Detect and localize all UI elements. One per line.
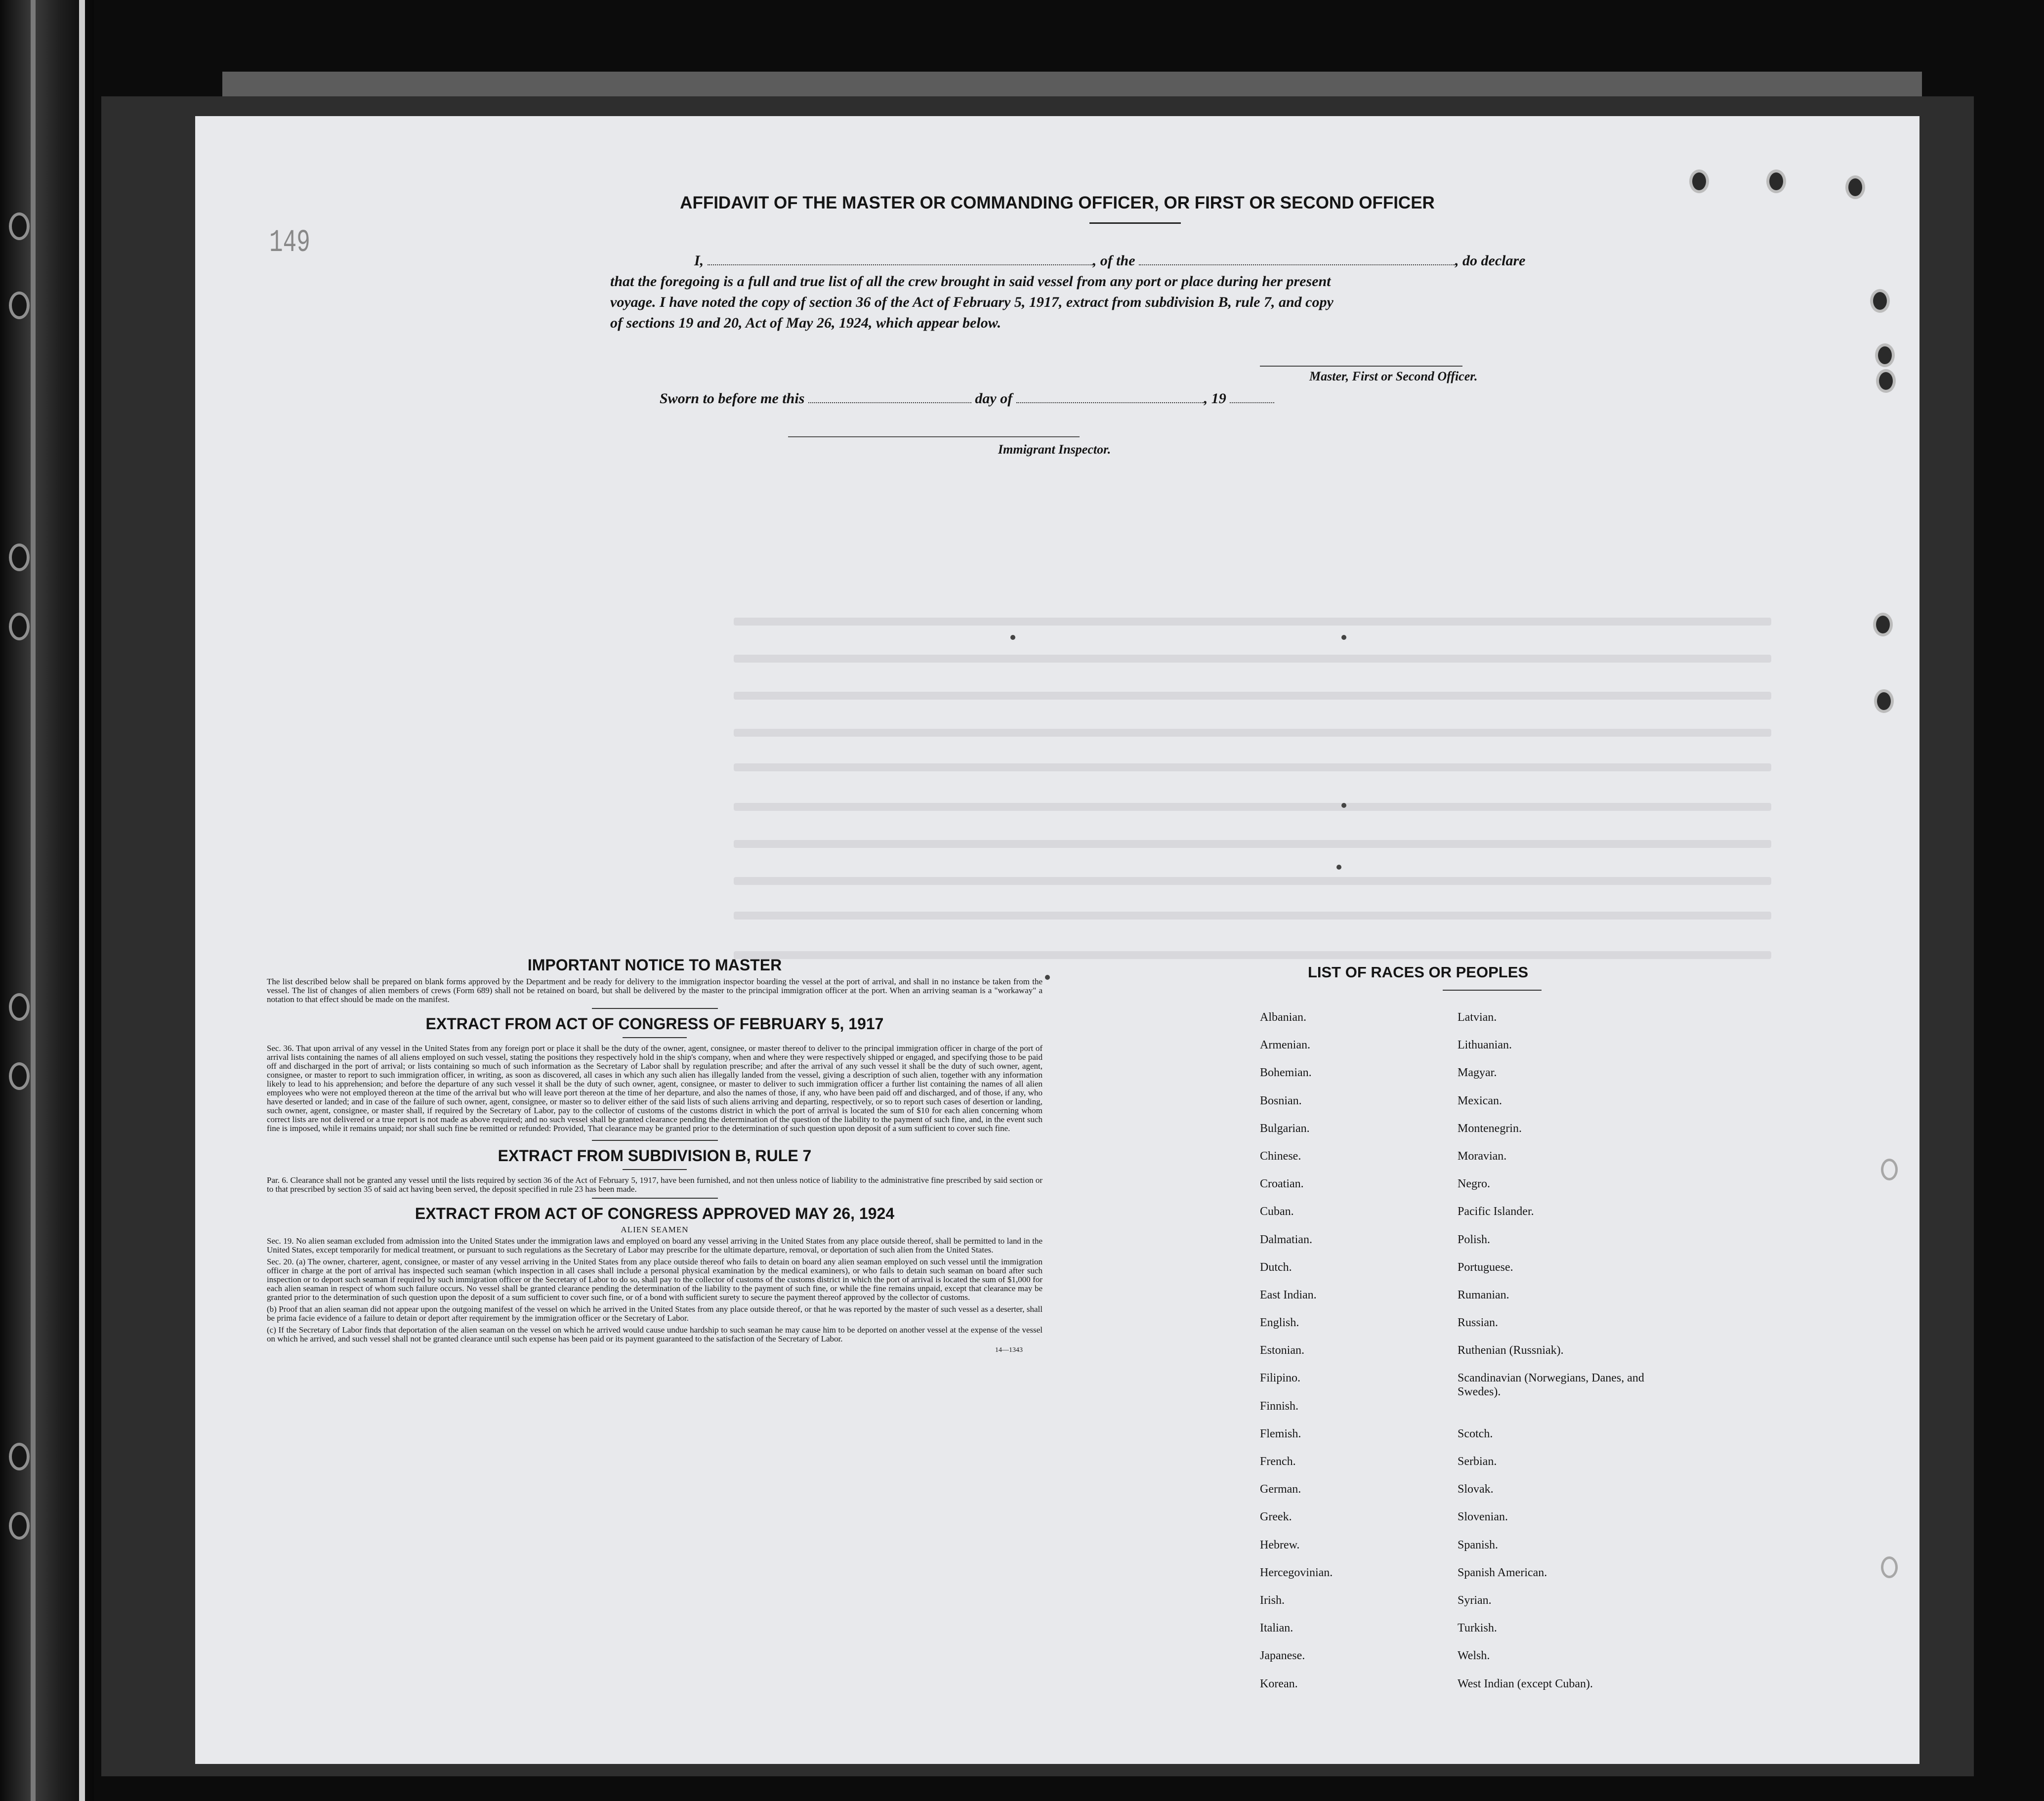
race-item: Italian. [1260,1622,1293,1635]
race-item: Russian. [1458,1316,1499,1330]
affidavit-line-2: that the foregoing is a full and true list of all the crew brought in said vessel from any port or place during her present [610,273,1331,290]
binder-hole [9,1062,30,1090]
race-item: Irish. [1260,1593,1285,1607]
section-divider [623,1169,687,1170]
race-item: Turkish. [1458,1622,1497,1635]
act-1924-subtitle: ALIEN SEAMEN [621,1225,689,1234]
inspector-signature-line[interactable] [788,436,1080,437]
ink-dot [1341,803,1346,808]
binder-divider [79,0,85,1801]
affidavit-body [610,251,1564,334]
section-divider [623,1037,687,1038]
race-item: Montenegrin. [1458,1122,1522,1135]
race-item: Lithuanian. [1458,1039,1512,1052]
race-item: Greek. [1260,1510,1292,1524]
race-item: French. [1260,1455,1296,1468]
race-item: Rumanian. [1458,1288,1509,1301]
section-divider [592,1140,718,1141]
ink-dot [1336,865,1341,870]
races-title: LIST OF RACES OR PEOPLES [1307,963,1529,981]
bleed-through-row [734,729,1771,737]
race-item: Scandinavian (Norwegians, Danes, and Swedes). [1458,1372,1644,1399]
punch-hole [1870,289,1890,313]
binder-hole [9,544,30,571]
ink-dot [1341,635,1346,640]
race-item: Slovenian. [1458,1510,1508,1524]
punch-hole [1766,169,1786,193]
act-1924-sec19: Sec. 19. No alien seaman excluded from admission into the United States under the immigration laws and employed on board any vessel arriving in the United States from any place outside thereof, shall be permitted to land in the United States, except temporarily for medical treatment, or pursuant to such regulations as the Secretary of Labor may prescribe for the ultimate departure, removal, or deportation of such alien from the United States. [267,1236,1043,1255]
race-item: English. [1260,1316,1299,1330]
races-right-column [1458,1010,1650,1705]
act-1917-text: Sec. 36. That upon arrival of any vessel in the United States from any foreign port or place it shall be the duty of the owner, agent, consignee, or master thereof to deliver to the principal immigration officer in charge of the port of arrival lists containing the names of all aliens employed on such vessel, stating the positions they respectively hold in the ship's company, when and where they were respectively shipped or engaged, and specifying those to be paid off and discharged in the port of arrival; or lists containing so much of such information as the Secretary of Labor shall by regulation prescribe; and after the arrival of any such vessel it shall be the duty of such owner, agent, consignee, or master to report to such immigration officer, in writing, as soon as discovered, all cases in which any such alien has illegally landed from the vessel, giving a description of such alien, together with any information likely to lead to his apprehension; and before the departure of any such vessel it shall be the duty of such owner, agent, consignee, or master to deliver to such immigration officer a further list containing the names of all alien employees who were not employed thereon at the time of the arrival but who will leave port thereon at the time of her departure, and also the names of those, if any, who have been paid off and discharged, and of those, if any, who have deserted or landed; and in case of the failure of such owner, agent, consignee, or master so to deliver either of the said lists of such aliens arriving and departing, respectively, or so to report such cases of desertion or landing, such owner, agent, consignee, or master shall, if required by the Secretary of Labor, pay to the collector of customs of the customs district in which the port of arrival is located the sum of $10 for each alien concerning whom correct lists are not delivered or a true report is not made as above required; and no such vessel shall be granted clearance pending the determination of the question of the liability to the payment of such fine, and, in the event such fine is imposed, while it remains unpaid; nor shall such fine be remitted or refunded: Provided, That clearance may be granted prior to the determination of such question upon deposit of a sum sufficient to cover such fine. [267,1044,1043,1133]
punch-hole [1875,343,1895,367]
race-item: Scotch. [1458,1427,1493,1440]
race-item: Dalmatian. [1260,1233,1312,1246]
race-item: Welsh. [1458,1649,1490,1663]
page-number: 149 [269,224,310,261]
race-item: Cuban. [1260,1205,1294,1218]
act-1924-sec20c: (c) If the Secretary of Labor finds that deportation of the alien seaman on the vessel on which he arrived would cause undue hardship to such seaman he may cause him to be deported on another vessel at the expense of the vessel on which he arrived, and such vessel shall not be granted clearance until such expense has been paid or its payment guaranteed to the satisfaction of the Secretary of Labor. [267,1325,1043,1343]
punch-hole [1881,1159,1898,1180]
race-item: West Indian (except Cuban). [1458,1677,1593,1690]
race-item: Spanish American. [1458,1566,1547,1579]
sworn-day-of: day of [975,390,1013,407]
race-item: Syrian. [1458,1593,1492,1607]
race-item: Croatian. [1260,1177,1304,1191]
notice-text: The list described below shall be prepared on blank forms approved by the Department and be ready for delivery to the immigration inspector boarding the vessel at the port of arrival, and shall in no instance be taken from the vessel. The list of changes of alien members of crews (Form 689) shall not be retained on board, but shall be delivered by the master to the principal immigration officer at the port. When an arriving seaman is a "workaway" a notation to that effect should be made on the manifest. [267,977,1043,1004]
race-item: Bosnian. [1260,1094,1302,1107]
race-item: Polish. [1458,1233,1491,1246]
binder-hole [9,1443,30,1470]
sworn-year: , 19 [1204,390,1226,407]
race-item: Japanese. [1260,1649,1305,1663]
affidavit-of-the-label: , of the [1092,252,1135,269]
race-item: Portuguese. [1458,1260,1513,1274]
rule7-text: Par. 6. Clearance shall not be granted any vessel until the lists required by section 36 of the Act of February 5, 1917, have been furnished, and not then unless notice of liability to the administrative fine prescribed by said section or to that prescribed by section 35 of said act having been served, the deposit specified in rule 23 has been made. [267,1175,1043,1194]
race-item: Ruthenian (Russniak). [1458,1344,1564,1357]
race-item: Korean. [1260,1677,1298,1690]
binder-hole [9,993,30,1021]
sworn-prefix: Sworn to before me this [660,390,805,407]
punch-hole [1881,1556,1898,1578]
binder-hole [9,292,30,319]
notice-title: IMPORTANT NOTICE TO MASTER [527,956,782,974]
title-underline [1089,222,1181,224]
act-1924-sec20a: Sec. 20. (a) The owner, charterer, agent, consignee, or master of any vessel arriving in the United States from any place outside thereof who fails to detain on board any alien seaman employed on such vessel until the immigration officer in charge at the port of arrival has inspected such seaman (which inspection in all cases shall include a personal physical examination by the medical examiners), or who fails to detain such seaman on board after such inspection or to deport such seaman if required by such immigration officer or the Secretary of Labor to do so, shall pay to the collector of customs of the customs district in which the port of arrival is located the sum of $1,000 for each alien seaman in respect of whom such failure occurs. No vessel shall be granted clearance pending the determination of the liability to the payment of such fine, or while the fine remains unpaid, except that clearance may be granted prior to the determination of such question upon the deposit of a sum sufficient to cover such fine, or of a bond with sufficient surety to secure the payment thereof approved by the collector of customs. [267,1257,1043,1302]
form-code: 14—1343 [995,1346,1023,1354]
race-item: Armenian. [1260,1039,1310,1052]
binder-hole [9,1512,30,1540]
act-1917-title: EXTRACT FROM ACT OF CONGRESS OF FEBRUARY 5, 1917 [425,1015,884,1033]
manifest-page [195,116,1919,1764]
section-divider [592,1008,718,1009]
punch-hole [1873,613,1893,636]
race-item: Dutch. [1260,1260,1292,1274]
race-item: Pacific Islander. [1458,1205,1534,1218]
race-item: German. [1260,1483,1301,1496]
race-item: Albanian. [1260,1011,1306,1024]
race-item: Chinese. [1260,1149,1301,1163]
race-item: Moravian. [1458,1149,1507,1163]
binder-divider [31,0,36,1801]
name-blank[interactable] [708,254,1093,265]
race-item: Mexican. [1458,1094,1502,1107]
affidavit-line-3: voyage. I have noted the copy of section 36 of the Act of February 5, 1917, extract from subdivision B, rule 7, and copy [610,294,1334,310]
race-item: Bohemian. [1260,1066,1312,1080]
bleed-through-row [734,618,1771,626]
master-signature-line[interactable] [1260,366,1462,367]
affidavit-title: AFFIDAVIT OF THE MASTER OR COMMANDING OFFICER, OR FIRST OR SECOND OFFICER [680,193,1435,212]
legal-notice-column [267,956,1043,1354]
act-1924-title: EXTRACT FROM ACT OF CONGRESS APPROVED MAY 26, 1924 [415,1205,895,1222]
bleed-through-row [734,877,1771,885]
race-item: Filipino. [1260,1372,1301,1385]
bleed-through-row [734,912,1771,920]
bleed-through-row [734,692,1771,700]
affidavit-declare-label: , do declare [1455,252,1526,269]
race-item: Bulgarian. [1260,1122,1310,1135]
race-item: Negro. [1458,1177,1490,1191]
bleed-through-row [734,763,1771,771]
act-1924-sec20b: (b) Proof that an alien seaman did not appear upon the outgoing manifest of the vessel on which he arrived in the United States from any place outside thereof, or that he was reported by the master of such vessel as a deserter, shall be prima facie evidence of a failure to detain or deport after requirement by the immigration officer or the Secretary of Labor. [267,1304,1043,1323]
section-divider [592,1198,718,1199]
race-item: Latvian. [1458,1011,1497,1024]
sworn-statement [660,390,1274,407]
ink-dot [1010,635,1015,640]
ink-dot [1045,975,1050,980]
punch-hole [1876,369,1896,393]
master-signature-label: Master, First or Second Officer. [1309,369,1478,383]
binder-hole [9,613,30,640]
binder-hole [9,212,30,240]
races-left-column [1260,1010,1333,1705]
punch-hole [1689,169,1709,193]
vessel-blank[interactable] [1139,254,1455,265]
race-item: Finnish. [1260,1399,1299,1413]
race-item: Spanish. [1458,1538,1499,1551]
sworn-day-blank[interactable] [808,392,971,403]
affidavit-line-1 [610,251,1564,271]
title-underline [1443,990,1542,991]
race-item: Flemish. [1260,1427,1301,1440]
race-item: Serbian. [1458,1455,1497,1468]
race-item: Magyar. [1458,1066,1497,1080]
race-item: East Indian. [1260,1288,1317,1301]
affidavit-i-label: I, [694,252,704,269]
race-item: Hebrew. [1260,1538,1300,1551]
bleed-through-row [734,803,1771,811]
inspector-signature-label: Immigrant Inspector. [998,442,1111,457]
sworn-year-blank[interactable] [1230,392,1274,403]
punch-hole [1874,689,1894,713]
sworn-month-blank[interactable] [1016,392,1204,403]
bleed-through-row [734,840,1771,848]
rule7-title: EXTRACT FROM SUBDIVISION B, RULE 7 [498,1147,812,1165]
race-item: Slovak. [1458,1483,1494,1496]
bleed-through-row [734,655,1771,663]
race-item: Hercegovinian. [1260,1566,1333,1579]
race-item: Estonian. [1260,1344,1304,1357]
affidavit-line-4: of sections 19 and 20, Act of May 26, 1924, which appear below. [610,315,1001,331]
